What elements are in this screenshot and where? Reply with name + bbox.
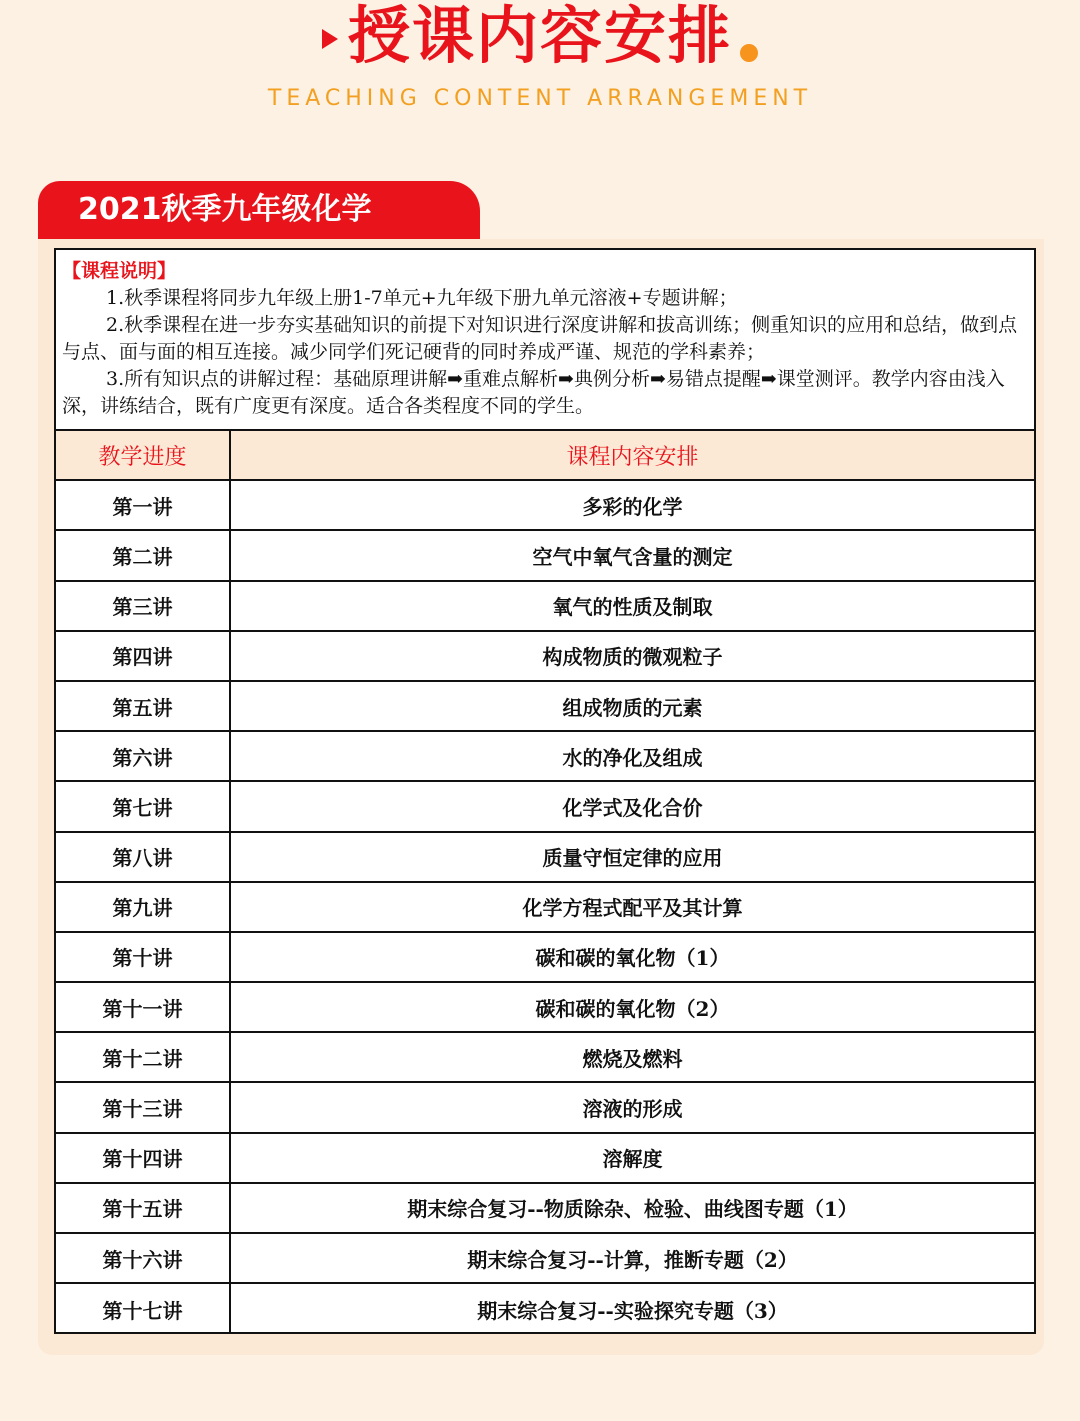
lesson-number: 第十讲 <box>56 933 231 981</box>
table-row <box>56 682 1034 732</box>
table-row <box>56 1083 1034 1133</box>
table-row <box>56 481 1034 531</box>
lesson-number: 第九讲 <box>56 883 231 931</box>
page-title: 授课内容安排 <box>347 0 732 72</box>
lesson-topic: 化学方程式配平及其计算 <box>522 896 743 921</box>
lesson-topic: 碳和碳的氧化物（2） <box>535 996 730 1021</box>
lesson-number: 第十五讲 <box>56 1184 231 1232</box>
lesson-topic: 多彩的化学 <box>582 494 683 519</box>
lesson-topic: 构成物质的微观粒子 <box>542 645 723 670</box>
dot-icon <box>740 44 758 62</box>
lesson-number: 第八讲 <box>56 833 231 881</box>
lesson-topic: 溶解度 <box>602 1147 663 1172</box>
table-row <box>56 632 1034 682</box>
description-heading: 【课程说明】 <box>62 260 177 282</box>
lesson-number: 第四讲 <box>56 632 231 680</box>
lesson-topic: 水的净化及组成 <box>562 745 703 770</box>
page-subtitle: TEACHING CONTENT ARRANGEMENT <box>267 86 813 111</box>
course-tab: 2021秋季九年级化学 <box>38 181 480 239</box>
table-row <box>56 1184 1034 1234</box>
lesson-number: 第十四讲 <box>56 1134 231 1182</box>
lesson-topic: 氧气的性质及制取 <box>552 595 713 620</box>
lesson-topic: 空气中氧气含量的测定 <box>532 544 733 569</box>
table-row <box>56 883 1034 933</box>
lesson-number: 第七讲 <box>56 782 231 830</box>
lesson-number: 第六讲 <box>56 732 231 780</box>
course-sheet <box>54 248 1036 1334</box>
lesson-topic: 燃烧及燃料 <box>582 1046 683 1071</box>
lesson-number: 第五讲 <box>56 682 231 730</box>
lesson-number: 第十三讲 <box>56 1083 231 1131</box>
lesson-number: 第十一讲 <box>56 983 231 1031</box>
column-header-progress: 教学进度 <box>56 431 231 479</box>
schedule-table <box>56 431 1034 1334</box>
lesson-topic: 溶液的形成 <box>582 1097 683 1122</box>
title-row <box>0 0 1080 72</box>
lesson-number: 第十六讲 <box>56 1234 231 1282</box>
description-line: 2.秋季课程在进一步夯实基础知识的前提下对知识进行深度讲解和拔高训练；侧重知识的应用和总结，做到点与点、面与面的相互连接。减少同学们死记硬背的同时养成严谨、规范的学科素养； <box>62 314 1018 363</box>
description-line: 3.所有知识点的讲解过程：基础原理讲解➡重难点解析➡典例分析➡易错点提醒➡课堂测评。教学内容由浅入深，讲练结合，既有广度更有深度。适合各类程度不同的学生。 <box>62 368 1005 417</box>
description-line: 1.秋季课程将同步九年级上册1-7单元+九年级下册九单元溶液+专题讲解； <box>106 287 738 309</box>
table-row <box>56 782 1034 832</box>
table-header-row <box>56 431 1034 481</box>
lesson-topic: 组成物质的元素 <box>562 695 703 720</box>
lesson-number: 第三讲 <box>56 582 231 630</box>
triangle-bullet-icon <box>322 29 338 49</box>
lesson-topic: 期末综合复习--计算，推断专题（2） <box>467 1247 798 1272</box>
lesson-topic: 碳和碳的氧化物（1） <box>535 946 730 971</box>
table-row <box>56 983 1034 1033</box>
lesson-number: 第一讲 <box>56 481 231 529</box>
lesson-topic: 期末综合复习--物质除杂、检验、曲线图专题（1） <box>407 1197 858 1222</box>
table-row <box>56 1234 1034 1284</box>
table-row <box>56 732 1034 782</box>
table-row <box>56 582 1034 632</box>
lesson-number: 第十二讲 <box>56 1033 231 1081</box>
lesson-number: 第二讲 <box>56 531 231 579</box>
lesson-topic: 化学式及化合价 <box>562 795 703 820</box>
table-row <box>56 1134 1034 1184</box>
column-header-content: 课程内容安排 <box>566 444 699 470</box>
table-row <box>56 1033 1034 1083</box>
lesson-topic: 期末综合复习--实验探究专题（3） <box>477 1298 788 1323</box>
page-header <box>0 0 1080 120</box>
table-row <box>56 1284 1034 1334</box>
table-row <box>56 933 1034 983</box>
course-description <box>56 250 1034 431</box>
lesson-topic: 质量守恒定律的应用 <box>542 846 723 871</box>
table-row <box>56 833 1034 883</box>
table-row <box>56 531 1034 581</box>
lesson-number: 第十七讲 <box>56 1284 231 1334</box>
